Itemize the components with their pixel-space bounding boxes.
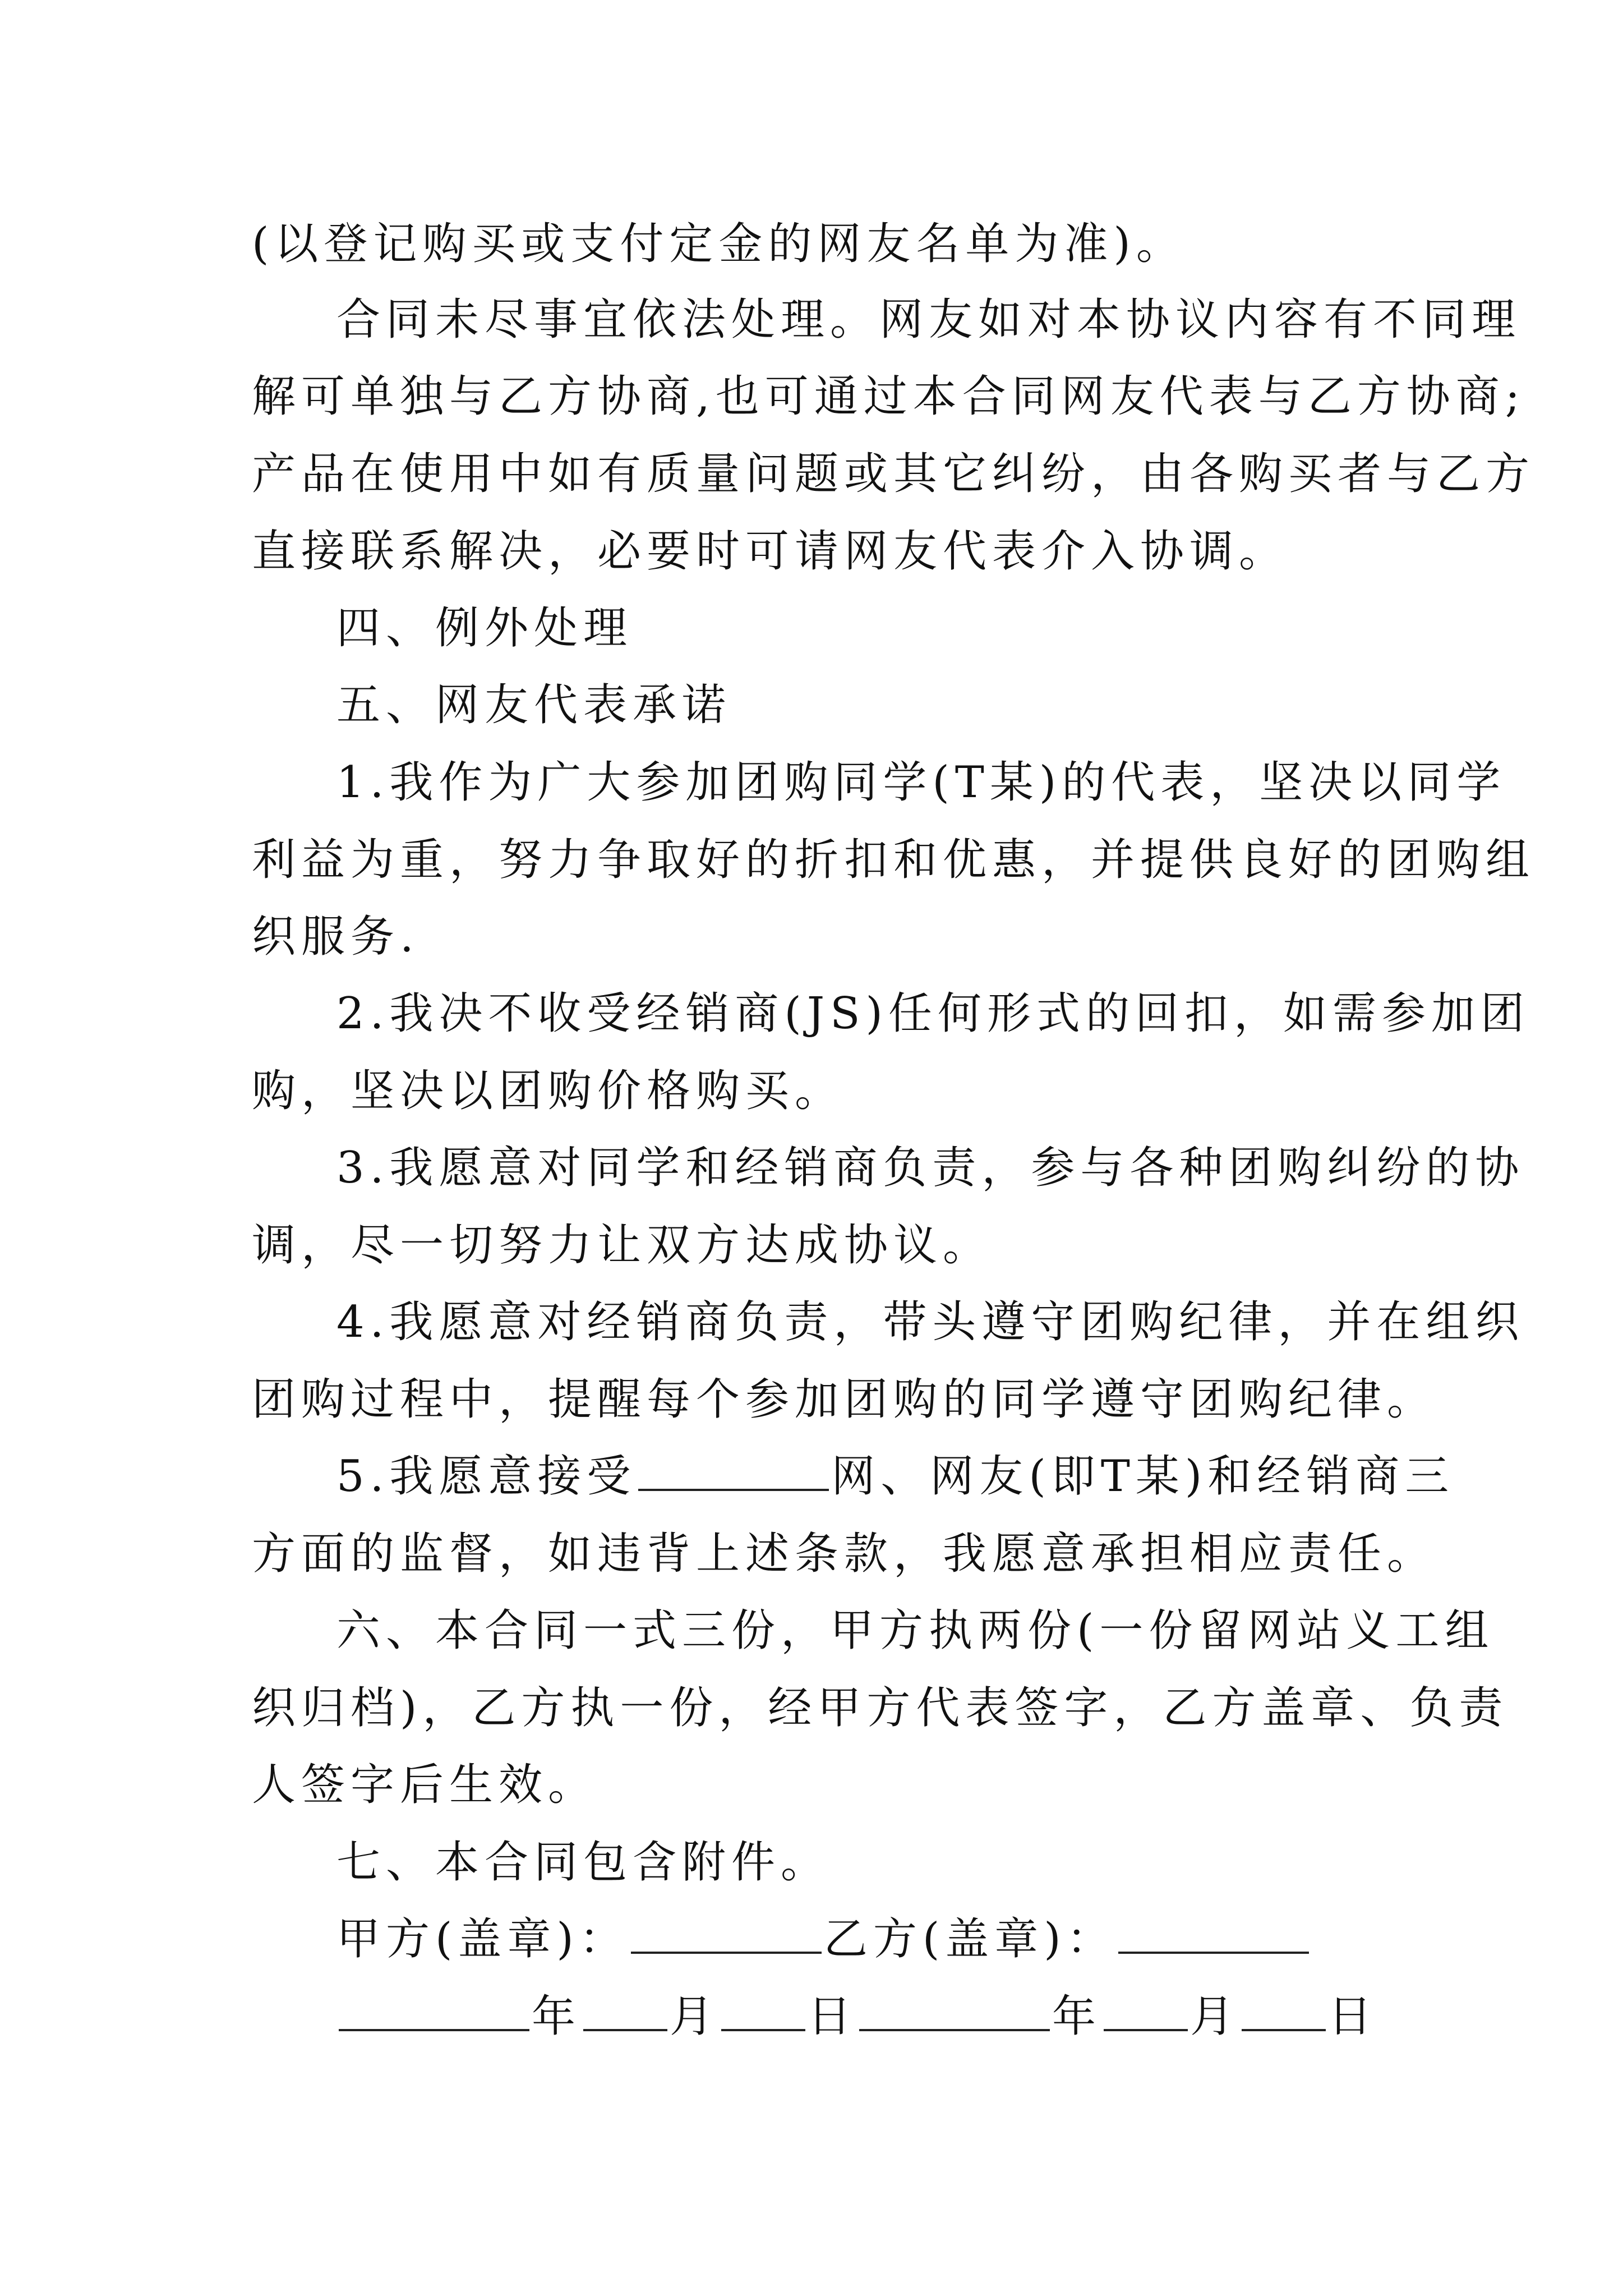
signature-line	[336, 1900, 1311, 1978]
paragraph-line: 解可单独与乙方协商,也可通过本合同网友代表与乙方协商;	[252, 371, 1526, 422]
supervision-text-before: 5.我愿意接受	[336, 1451, 637, 1502]
year-blank	[859, 2027, 1050, 2031]
paragraph-line: 团购过程中，提醒每个参加团购的同学遵守团购纪律。	[252, 1374, 1437, 1425]
paragraph-line: 直接联系解决，必要时可请网友代表介入协调。	[252, 526, 1289, 577]
party-a-label: 甲方(盖章)：	[336, 1914, 629, 1964]
month-label: 月	[670, 1991, 720, 2042]
section-heading: 七、本合同包含附件。	[336, 1837, 831, 1888]
year-blank	[339, 2027, 529, 2031]
day-label: 日	[808, 1991, 857, 2042]
paragraph-line: (以登记购买或支付定金的网友名单为准)。	[252, 219, 1186, 269]
paragraph-line: 织归档)，乙方执一份，经甲方代表签字，乙方盖章、负责	[252, 1683, 1509, 1733]
paragraph-line: 织服务.	[252, 912, 419, 962]
paragraph-line: 购，坚决以团购价格购买。	[252, 1066, 845, 1116]
paragraph-line: 六、本合同一式三份，甲方执两份(一份留网站义工组	[336, 1605, 1495, 1656]
year-label: 年	[1052, 1991, 1102, 2042]
paragraph-line: 3.我愿意对同学和经销商负责，参与各种团购纠纷的协	[336, 1143, 1525, 1193]
day-label: 日	[1328, 1991, 1378, 2042]
section-heading: 四、例外处理	[336, 603, 633, 654]
supervision-text-after: 网、网友(即T某)和经销商三	[831, 1451, 1455, 1502]
date-line	[336, 1977, 1377, 2056]
day-blank	[721, 2027, 805, 2031]
month-label: 月	[1190, 1991, 1240, 2042]
paragraph-line: 产品在使用中如有质量问题或其它纠纷，由各购买者与乙方	[252, 449, 1536, 499]
party-b-label: 乙方(盖章)：	[823, 1914, 1116, 1964]
paragraph-line: 调，尽一切努力让双方达成协议。	[252, 1220, 993, 1271]
paragraph-line: 1.我作为广大参加团购同学(T某)的代表，坚决以同学	[336, 757, 1506, 808]
paragraph-line: 人签字后生效。	[252, 1760, 598, 1810]
supervision-line	[336, 1437, 1454, 1516]
paragraph-line: 利益为重，努力争取好的折扣和优惠，并提供良好的团购组	[252, 835, 1536, 885]
month-blank	[1104, 2027, 1188, 2031]
supervisor-blank	[638, 1487, 829, 1491]
party-b-blank	[1118, 1949, 1309, 1954]
section-heading: 五、网友代表承诺	[336, 680, 732, 730]
paragraph-line: 方面的监督，如违背上述条款，我愿意承担相应责任。	[252, 1529, 1437, 1579]
paragraph-line: 合同未尽事宜依法处理。网友如对本协议内容有不同理	[336, 295, 1521, 345]
paragraph-line: 2.我决不收受经销商(JS)任何形式的回扣，如需参加团	[336, 988, 1530, 1039]
month-blank	[583, 2027, 667, 2031]
paragraph-line: 4.我愿意对经销商负责，带头遵守团购纪律，并在组织	[336, 1297, 1525, 1347]
day-blank	[1242, 2027, 1326, 2031]
party-a-blank	[631, 1949, 822, 1954]
year-label: 年	[532, 1991, 582, 2042]
